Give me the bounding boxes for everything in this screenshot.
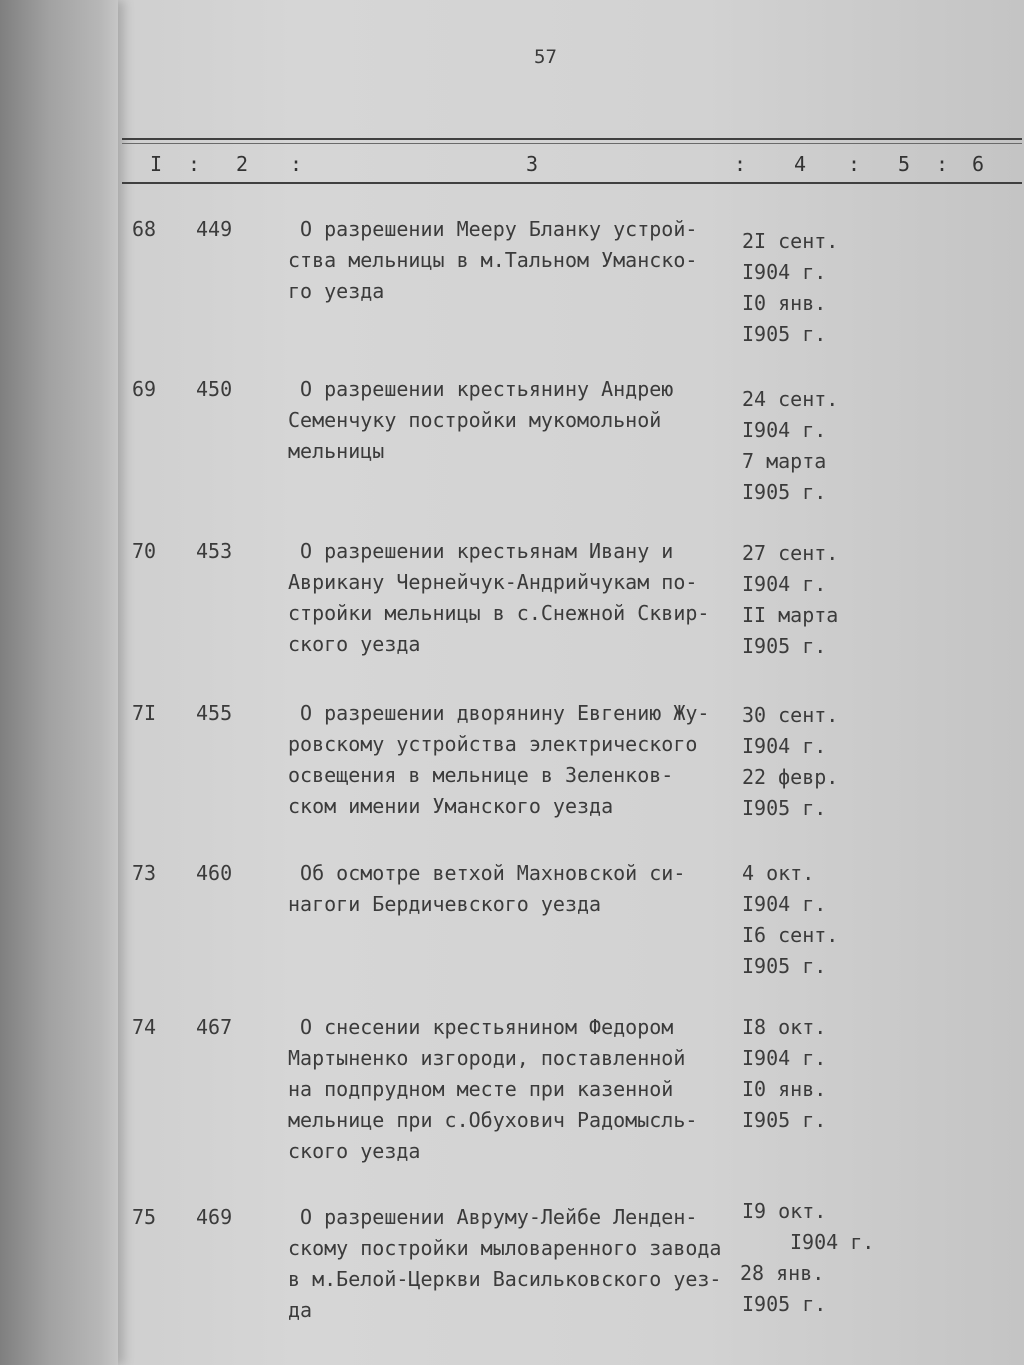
description-line: ском имении Уманского уезда	[288, 794, 614, 818]
column-header-5: 5	[898, 152, 911, 176]
row-number: 75	[132, 1205, 157, 1229]
row-number: 74	[132, 1015, 157, 1039]
header-rule-top	[122, 138, 1022, 140]
description-line: мельницы	[288, 439, 385, 463]
header-rule-top-inner	[122, 143, 1022, 144]
page-number: 57	[534, 46, 557, 68]
date-line: I905 г.	[742, 954, 827, 978]
binding-shadow	[0, 0, 118, 1365]
description-line: скому постройки мыловаренного завода	[288, 1236, 722, 1260]
date-line: I905 г.	[742, 1108, 827, 1132]
description-line: ского уезда	[288, 632, 421, 656]
file-number: 453	[196, 539, 233, 563]
date-line: I6 сент.	[742, 923, 839, 947]
column-header-sep: :	[290, 152, 303, 176]
date-line: 7 марта	[742, 449, 827, 473]
column-header-sep: :	[734, 152, 747, 176]
file-number: 460	[196, 861, 233, 885]
date-line: I9 окт.	[742, 1199, 827, 1223]
date-line: I905 г.	[742, 1292, 827, 1316]
file-number: 450	[196, 377, 233, 401]
date-line: I905 г.	[742, 634, 827, 658]
date-line: I0 янв.	[742, 291, 827, 315]
date-line: 27 сент.	[742, 541, 839, 565]
description-line: О разрешении Авруму-Лейбе Ленден-	[288, 1205, 698, 1229]
date-line: I904 г.	[742, 260, 827, 284]
date-line: I904 г.	[742, 892, 827, 916]
date-line: 2I сент.	[742, 229, 839, 253]
header-rule-bottom	[122, 182, 1022, 184]
description-line: О снесении крестьянином Федором	[288, 1015, 674, 1039]
column-header-2: 2	[236, 152, 249, 176]
file-number: 455	[196, 701, 233, 725]
date-line: I905 г.	[742, 480, 827, 504]
date-line: 28 янв.	[740, 1261, 825, 1285]
column-header-sep: :	[848, 152, 861, 176]
description-line: Об осмотре ветхой Махновской си-	[288, 861, 686, 885]
date-line: I905 г.	[742, 322, 827, 346]
date-line: I904 г.	[742, 734, 827, 758]
date-line: 22 февр.	[742, 765, 839, 789]
file-number: 449	[196, 217, 233, 241]
description-line: мельнице при с.Обухович Радомысль-	[288, 1108, 698, 1132]
column-header-3: 3	[526, 152, 539, 176]
description-line: О разрешении крестьянам Ивану и	[288, 539, 674, 563]
row-number: 70	[132, 539, 157, 563]
description-line: ства мельницы в м.Тальном Уманско-	[288, 248, 698, 272]
description-line: Аврикану Чернейчук-Андрийчукам по-	[288, 570, 698, 594]
file-number: 469	[196, 1205, 233, 1229]
description-line: да	[288, 1298, 313, 1322]
description-line: в м.Белой-Церкви Васильковского уез-	[288, 1267, 722, 1291]
column-header-1: I	[150, 152, 163, 176]
date-line: I904 г.	[790, 1230, 875, 1254]
description-line: Семенчуку постройки мукомольной	[288, 408, 662, 432]
date-line: I0 янв.	[742, 1077, 827, 1101]
row-number: 73	[132, 861, 157, 885]
file-number: 467	[196, 1015, 233, 1039]
description-line: нагоги Бердичевского уезда	[288, 892, 602, 916]
column-header-6: 6	[972, 152, 985, 176]
description-line: го уезда	[288, 279, 385, 303]
description-line: ровскому устройства электрического	[288, 732, 698, 756]
date-line: 4 окт.	[742, 861, 815, 885]
description-line: ского уезда	[288, 1139, 421, 1163]
row-number: 68	[132, 217, 157, 241]
column-header-sep: :	[188, 152, 201, 176]
date-line: 24 сент.	[742, 387, 839, 411]
row-number: 7I	[132, 701, 157, 725]
date-line: 30 сент.	[742, 703, 839, 727]
date-line: I8 окт.	[742, 1015, 827, 1039]
description-line: О разрешении Мееру Бланку устрой-	[288, 217, 698, 241]
description-line: на подпрудном месте при казенной	[288, 1077, 674, 1101]
date-line: I904 г.	[742, 572, 827, 596]
date-line: I904 г.	[742, 418, 827, 442]
row-number: 69	[132, 377, 157, 401]
description-line: Мартыненко изгороди, поставленной	[288, 1046, 686, 1070]
description-line: О разрешении крестьянину Андрею	[288, 377, 674, 401]
description-line: стройки мельницы в с.Снежной Сквир-	[288, 601, 710, 625]
date-line: II марта	[742, 603, 839, 627]
description-line: О разрешении дворянину Евгению Жу-	[288, 701, 710, 725]
column-header-sep: :	[936, 152, 949, 176]
date-line: I904 г.	[742, 1046, 827, 1070]
description-line: освещения в мельнице в Зеленков-	[288, 763, 674, 787]
column-header-4: 4	[794, 152, 807, 176]
date-line: I905 г.	[742, 796, 827, 820]
